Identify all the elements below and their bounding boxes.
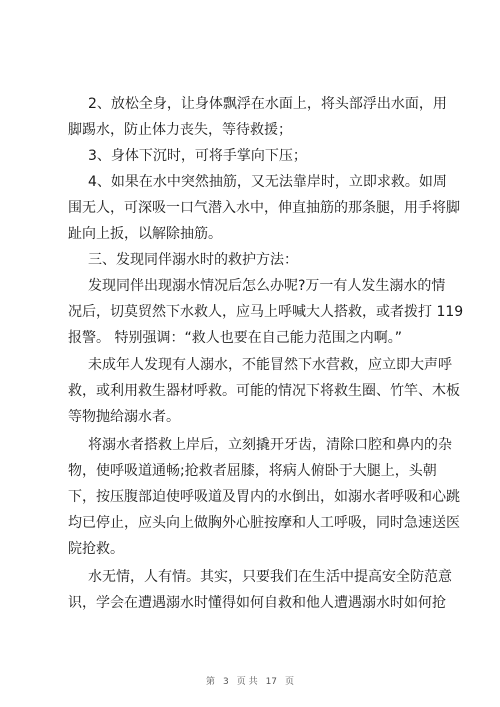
text-line: 况后，切莫贸然下水救人，应马上呼喊大人搭救，或者拨打 119 [68, 304, 464, 320]
text-line: 4、如果在水中突然抽筋，又无法靠岸时，立即求救。如周 [88, 174, 447, 190]
text-line: 院抢救。 [68, 541, 124, 557]
footer-suffix: 页 [285, 677, 295, 687]
text-line: 未成年人发现有人溺水，不能冒然下水营救，应立即大声呼 [88, 357, 452, 373]
text-line: 识，学会在遭遇溺水时懂得如何自救和他人遭遇溺水时如何抢 [68, 595, 446, 611]
text-line: 均已停止，应头向上做胸外心脏按摩和人工呼吸，同时急速送医 [68, 515, 460, 531]
text-line: 救，或利用救生器材呼救。可能的情况下将救生圈、竹竿、木板 [68, 383, 460, 399]
footer-middle: 页 共 [236, 677, 258, 687]
text-line: 水无情，人有情。其实，只要我们在生活中提高安全防范意 [88, 569, 452, 585]
text-line: 报警。 特别强调：“救人也要在自己能力范围之内啊。” [68, 330, 402, 346]
text-line: 等物抛给溺水者。 [68, 409, 180, 425]
text-line: 发现同伴出现溺水情况后怎么办呢?万一有人发生溺水的情 [88, 278, 446, 294]
footer-prefix: 第 [205, 677, 215, 687]
text-line: 围无人，可深吸一口气潜入水中，伸直抽筋的那条腿，用手将脚 [68, 200, 460, 216]
footer-page-number: 3 [222, 677, 229, 687]
text-line: 2、放松全身，让身体飘浮在水面上，将头部浮出水面，用 [88, 96, 447, 112]
page-footer [0, 674, 500, 687]
text-line: 下，按压腹部迫使呼吸道及胃内的水倒出，如溺水者呼吸和心跳 [68, 489, 460, 505]
section-heading: 三、发现同伴溺水时的救护方法： [88, 252, 298, 268]
text-line: 将溺水者搭救上岸后，立刻撬开牙齿，清除口腔和鼻内的杂 [88, 437, 452, 453]
text-line: 脚踢水，防止体力丧失，等待救援； [68, 122, 292, 138]
footer-total-pages: 17 [265, 677, 278, 687]
text-line: 趾向上扳，以解除抽筋。 [68, 226, 222, 242]
text-line: 物，使呼吸道通畅;抢救者屈膝，将病人俯卧于大腿上，头朝 [68, 463, 437, 479]
text-line: 3、身体下沉时，可将手掌向下压； [88, 148, 307, 164]
